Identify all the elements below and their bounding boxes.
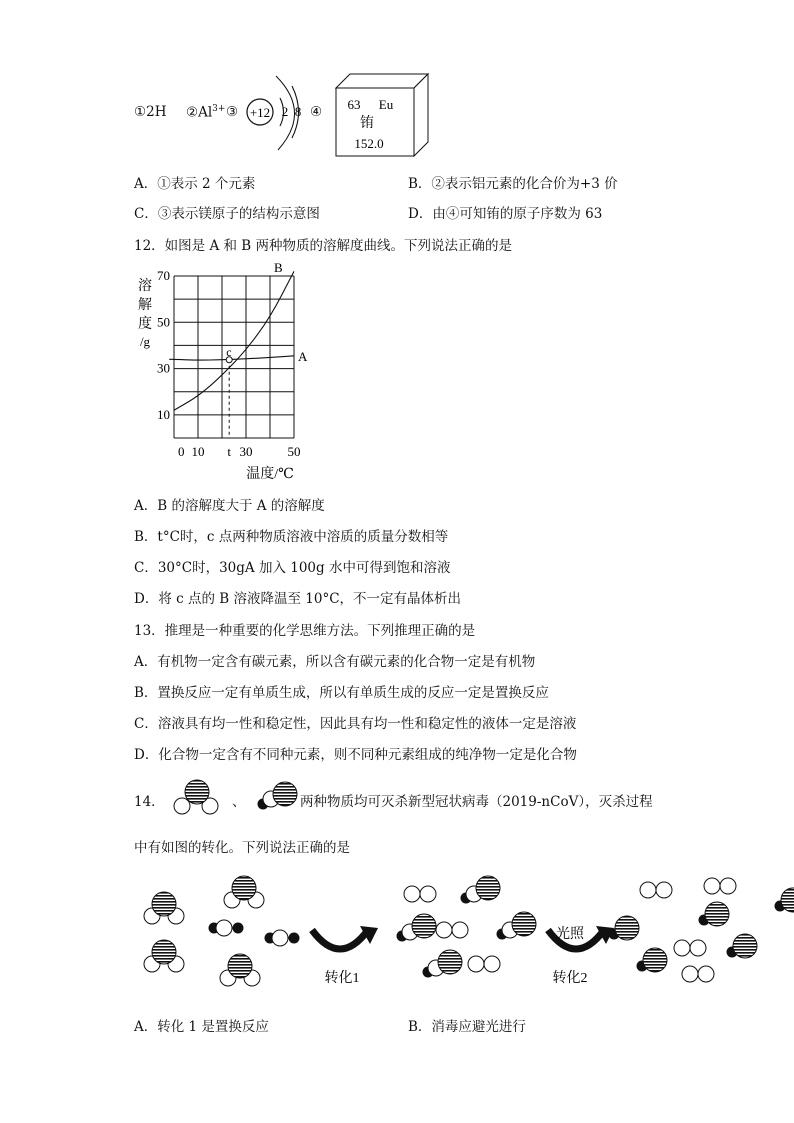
cl-atom (615, 916, 639, 940)
shell2-count: 8 (294, 104, 302, 119)
x-tick-label: t (227, 444, 232, 459)
x-tick-label: 0 (178, 444, 185, 459)
arrow-1-curve (312, 930, 368, 949)
cl-atom (733, 934, 757, 958)
y-tick-label: 50 (157, 314, 170, 330)
cl-atom (705, 902, 729, 926)
x-tick-labels (178, 444, 301, 459)
h-atom (289, 933, 300, 944)
q14-stem-rest: 两种物质均可灭杀新型冠状病毒（2019-nCoV），灭杀过程 (300, 794, 653, 810)
x-axis-label: 温度/℃ (246, 467, 294, 482)
curve-b-label: B (274, 260, 283, 275)
q11-option-c: C．③表示镁原子的结构示意图 (134, 206, 320, 222)
y-tick-labels (157, 268, 170, 422)
point-c-label: c (226, 344, 232, 359)
q13-stem: 13．推理是一种重要的化学思维方法。下列推理正确的是 (134, 623, 476, 639)
ylabel-char-3: 度 (138, 317, 152, 332)
q13-option-d: D．化合物一定含有不同种元素，则不同种元素组成的纯净物一定是化合物 (134, 747, 577, 763)
o-atom (272, 930, 288, 946)
curve-a-label: A (298, 348, 308, 364)
cl-atom (412, 914, 436, 938)
symbol-al-ion: $②Al^{3+}$ (186, 104, 226, 121)
symbol-3-label: ③ (226, 104, 239, 120)
ylabel-unit: /g (139, 334, 151, 349)
h-atom (233, 923, 244, 934)
eu-symbol: Eu (378, 97, 394, 112)
q13-option-c: C．溶液具有均一性和稳定性，因此具有均一性和稳定性的液体一定是溶液 (134, 716, 577, 732)
q14-separator: 、 (232, 794, 246, 810)
q14-reaction-diagram (130, 868, 794, 998)
cl-atom (152, 940, 176, 964)
reaction-molecules (144, 876, 794, 986)
hclo-cl-atom (273, 782, 297, 806)
cl-atom (643, 948, 667, 972)
o-atom (674, 940, 690, 956)
solubility-chart (130, 256, 320, 486)
cl-atom (476, 876, 500, 900)
x-tick-label: 30 (239, 444, 253, 459)
q14-stem-line2: 中有如图的转化。下列说法正确的是 (134, 840, 350, 856)
cl-atom (152, 892, 176, 916)
q14-option-b: B．消毒应避光进行 (408, 1019, 526, 1035)
o-atom (468, 956, 484, 972)
q11-option-b: B．②表示铝元素的化合价为+3 价 (408, 176, 618, 192)
q12-stem: 12．如图是 A 和 B 两种物质的溶解度曲线。下列说法正确的是 (134, 238, 513, 254)
curve-b (174, 271, 294, 410)
eu-element-card (330, 66, 434, 160)
q11-option-d: D．由④可知铕的原子序数为 63 (408, 206, 603, 222)
x-tick-label: 50 (287, 444, 301, 459)
hclo-o-atom-1 (174, 798, 190, 814)
q12-option-a: A．B 的溶解度大于 A 的溶解度 (134, 498, 325, 514)
eu-name: 铕 (360, 116, 374, 131)
nucleus-charge: +12 (249, 105, 271, 120)
o-atom (656, 882, 672, 898)
y-tick-label: 30 (157, 360, 170, 376)
o-atom (436, 922, 452, 938)
eu-mass: 152.0 (354, 136, 384, 151)
y-tick-label: 70 (157, 268, 170, 283)
arrow-2-label: 转化2 (552, 971, 588, 986)
ylabel-char-1: 溶 (138, 279, 152, 294)
q11-option-a: A．①表示 2 个元素 (134, 176, 256, 192)
o-atom (216, 920, 232, 936)
q12-option-c: C．30°C时，30gA 加入 100g 水中可得到饱和溶液 (134, 560, 451, 576)
x-tick-label: 10 (191, 444, 205, 459)
q13-option-b: B．置换反应一定有单质生成，所以有单质生成的反应一定是置换反应 (134, 685, 549, 701)
o-atom (404, 886, 420, 902)
symbol-4-label: ④ (310, 104, 323, 120)
o-atom (420, 886, 436, 902)
o-atom (682, 966, 698, 982)
o-atom (452, 922, 468, 938)
cl-atom (512, 912, 536, 936)
q14-option-a: A．转化 1 是置换反应 (134, 1019, 269, 1035)
shell1-count: 2 (281, 104, 289, 119)
q12-option-b: B．t°C时，c 点两种物质溶液中溶质的质量分数相等 (134, 529, 449, 545)
o-atom (698, 966, 714, 982)
mg-atom-structure-diagram (240, 68, 310, 158)
symbol-2h: ①2H (134, 104, 167, 120)
ylabel-char-2: 解 (138, 298, 152, 313)
eu-atomic-number: 63 (347, 97, 361, 112)
cl-atom (232, 876, 256, 900)
o-atom (704, 878, 720, 894)
cl-atom (228, 954, 252, 978)
q13-option-a: A．有机物一定含有碳元素，所以含有碳元素的化合物一定是有机物 (134, 654, 536, 670)
y-tick-label: 10 (157, 406, 170, 422)
arrow-2-top-label: 光照 (556, 927, 584, 942)
cl-atom (438, 950, 462, 974)
o-atom (484, 956, 500, 972)
q12-option-d: D．将 c 点的 B 溶液降温至 10°C，不一定有晶体析出 (134, 591, 462, 607)
arrow-1-label: 转化1 (324, 971, 360, 986)
clo2-cl-atom (185, 780, 209, 804)
q14-number: 14． (134, 794, 165, 810)
o-atom (690, 940, 706, 956)
o-atom (640, 882, 656, 898)
o-atom (720, 878, 736, 894)
